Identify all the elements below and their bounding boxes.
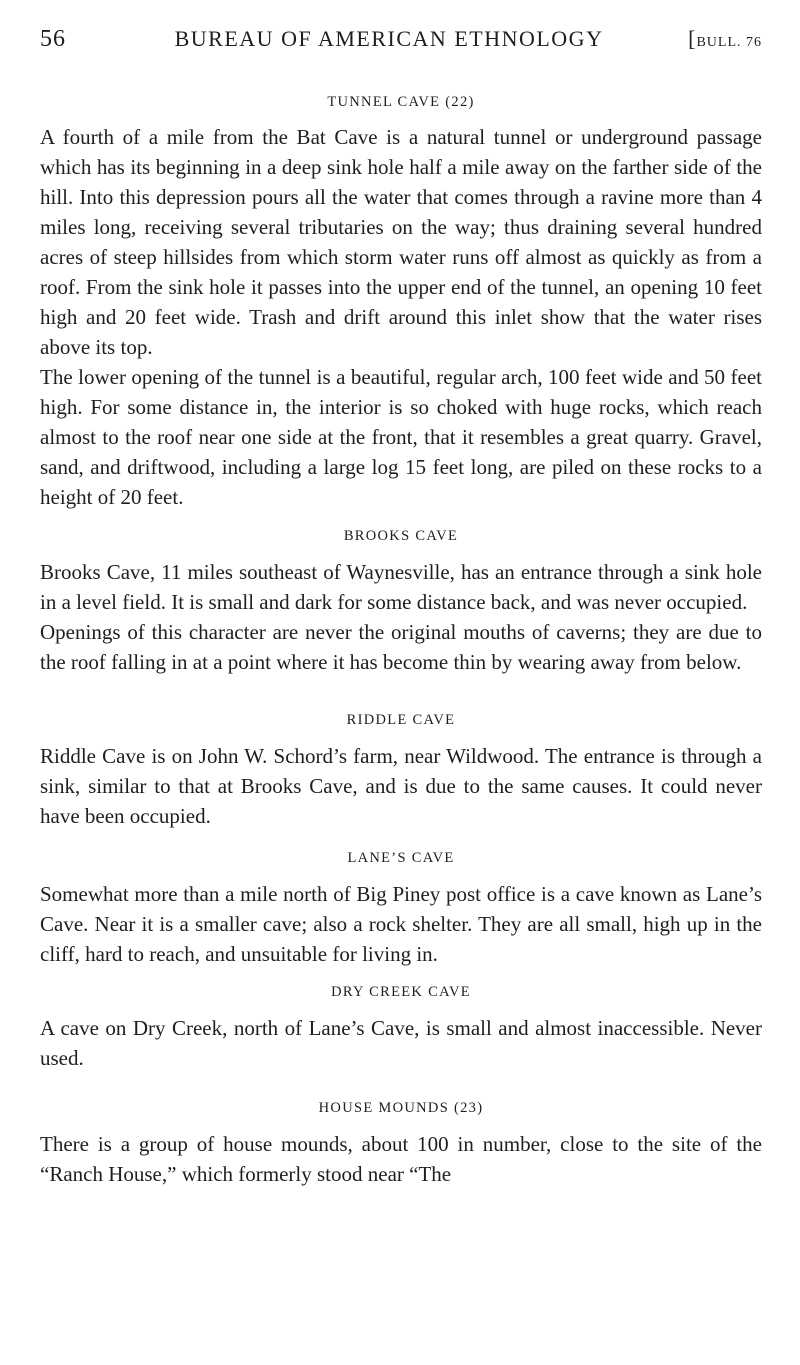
section-heading-tunnel-cave: TUNNEL CAVE (22): [327, 94, 475, 110]
running-head: [40, 26, 762, 60]
paragraph-riddle-cave-1: Riddle Cave is on John W. Schord’s farm, near Wildwood. The entrance is through a sink, similar to that at Brooks Cave, and is due to the same causes. It could never have been occupied.: [40, 744, 762, 828]
section-heading-house-mounds: HOUSE MOUNDS (23): [318, 1100, 484, 1116]
bulletin-reference: [688, 26, 762, 52]
paragraph-lanes-cave-1: Somewhat more than a mile north of Big Piney post office is a cave known as Lane’s Cave. Near it is a smaller cave; also a rock shelter. They are all small, high up in the cliff, hard to reach, and unsuitable for living in.: [40, 882, 762, 966]
journal-title: BUREAU OF AMERICAN ETHNOLOGY: [174, 26, 604, 51]
bulletin-bracket: [: [688, 26, 697, 51]
paragraph-dry-creek-cave-1: A cave on Dry Creek, north of Lane’s Cave, is small and almost inaccessible. Never used.: [40, 1016, 762, 1070]
section-heading-riddle-cave: RIDDLE CAVE: [346, 712, 456, 728]
paragraph-house-mounds-1: There is a group of house mounds, about 100 in number, close to the site of the “Ranch House,” which formerly stood near “The: [40, 1132, 762, 1186]
book-page: [40, 26, 762, 1189]
paragraph-brooks-cave-1: Brooks Cave, 11 miles southeast of Waynesville, has an entrance through a sink hole in a level field. It is small and dark for some distance back, and was never occupied.: [40, 560, 762, 614]
paragraph-tunnel-cave-1: A fourth of a mile from the Bat Cave is a natural tunnel or underground passage which has its beginning in a deep sink hole half a mile away on the farther side of the hill. Into this depression pours all the water that comes through a ravine more than 4 miles long, receiving several tributaries on the way; thus draining several hundred acres of steep hillsides from which storm water runs off almost as quickly as from a roof. From the sink hole it passes into the upper end of the tunnel, an opening 10 feet high and 20 feet wide. Trash and drift around this inlet show that the water rises above its top.: [40, 125, 762, 359]
paragraph-tunnel-cave-2: The lower opening of the tunnel is a beautiful, regular arch, 100 feet wide and 50 feet high. For some distance in, the interior is so choked with huge rocks, which reach almost to the roof near one side at the front, that it resembles a great quarry. Gravel, sand, and driftwood, including a large log 15 feet long, are piled on these rocks to a height of 20 feet.: [40, 365, 762, 509]
section-heading-brooks-cave: BROOKS CAVE: [343, 528, 459, 544]
section-heading-dry-creek-cave: DRY CREEK CAVE: [331, 984, 471, 1000]
paragraph-brooks-cave-2: Openings of this character are never the original mouths of caverns; they are due to the roof falling in at a point where it has become thin by wearing away from below.: [40, 620, 762, 674]
section-heading-lanes-cave: LANE’S CAVE: [347, 850, 455, 866]
bulletin-number: BULL. 76: [696, 35, 762, 50]
page-number: 56: [40, 26, 66, 52]
